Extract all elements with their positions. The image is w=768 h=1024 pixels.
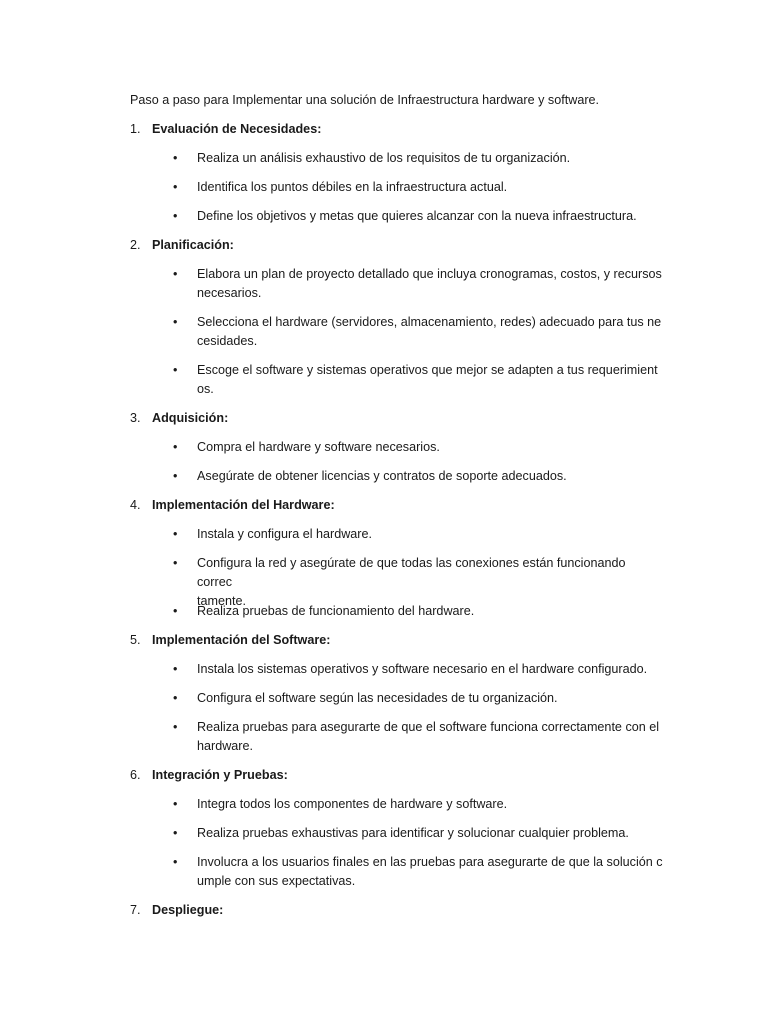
bullet-icon: • [173, 826, 178, 840]
list-item-text: Instala los sistemas operativos y software necesario en el hardware configurado. [197, 662, 648, 676]
step-number: 3. [130, 411, 141, 425]
list-item-text: Configura el software según las necesidades de tu organización. [197, 691, 558, 705]
step-number: 4. [130, 498, 141, 512]
list-item-text: Realiza pruebas de funcionamiento del hardware. [197, 604, 475, 618]
list-item-text: Realiza pruebas exhaustivas para identificar y solucionar cualquier problema. [197, 826, 629, 840]
step-title: Implementación del Software: [152, 633, 331, 647]
bullet-icon: • [173, 267, 178, 281]
step-number: 1. [130, 122, 141, 136]
step-heading [130, 120, 670, 139]
bullet-icon: • [173, 469, 178, 483]
list-item-text: Configura la red y asegúrate de que todas las conexiones están funcionando correc tamente. [197, 556, 626, 608]
list-item-text: Elabora un plan de proyecto detallado que incluya cronogramas, costos, y recursos necesarios. [197, 267, 662, 300]
bullet-icon: • [173, 604, 178, 618]
step-number: 6. [130, 768, 141, 782]
list-item-text: Compra el hardware y software necesarios. [197, 440, 440, 454]
list-item-text: Identifica los puntos débiles en la infraestructura actual. [197, 180, 508, 194]
bullet-icon: • [173, 855, 178, 869]
list-item-text: Define los objetivos y metas que quieres alcanzar con la nueva infraestructura. [197, 209, 637, 223]
step-title: Integración y Pruebas: [152, 768, 288, 782]
bullet-icon: • [173, 209, 178, 223]
intro-paragraph: Paso a paso para Implementar una solución de Infraestructura hardware y software. [130, 93, 600, 107]
bullet-icon: • [173, 527, 178, 541]
step-number: 7. [130, 903, 141, 917]
step-heading [130, 901, 670, 920]
bullet-icon: • [173, 363, 178, 377]
list-item-text: Asegúrate de obtener licencias y contratos de soporte adecuados. [197, 469, 567, 483]
step-heading [130, 236, 670, 255]
bullet-icon: • [173, 315, 178, 329]
list-item-text: Realiza pruebas para asegurarte de que el software funciona correctamente con el hardware. [197, 720, 660, 753]
step-title: Evaluación de Necesidades: [152, 122, 322, 136]
bullet-icon: • [173, 556, 178, 570]
list-item-text: Involucra a los usuarios finales en las pruebas para asegurarte de que la solución c umple con sus expectativas. [197, 855, 663, 888]
list-item-text: Integra todos los componentes de hardware y software. [197, 797, 508, 811]
step-heading [130, 496, 670, 515]
bullet-icon: • [173, 662, 178, 676]
step-title: Planificación: [152, 238, 234, 252]
list-item-text: Escoge el software y sistemas operativos que mejor se adapten a tus requerimient os. [197, 363, 658, 396]
bullet-icon: • [173, 151, 178, 165]
list-item-text: Selecciona el hardware (servidores, almacenamiento, redes) adecuado para tus ne cesidades. [197, 315, 662, 348]
bullet-icon: • [173, 691, 178, 705]
step-title: Despliegue: [152, 903, 224, 917]
step-heading [130, 631, 670, 650]
step-number: 5. [130, 633, 141, 647]
step-heading [130, 409, 670, 428]
bullet-icon: • [173, 440, 178, 454]
list-item-text: Realiza un análisis exhaustivo de los requisitos de tu organización. [197, 151, 571, 165]
step-heading [130, 766, 670, 785]
bullet-icon: • [173, 797, 178, 811]
step-number: 2. [130, 238, 141, 252]
step-title: Adquisición: [152, 411, 229, 425]
step-title: Implementación del Hardware: [152, 498, 335, 512]
bullet-icon: • [173, 180, 178, 194]
list-item-text: Instala y configura el hardware. [197, 527, 373, 541]
bullet-icon: • [173, 720, 178, 734]
